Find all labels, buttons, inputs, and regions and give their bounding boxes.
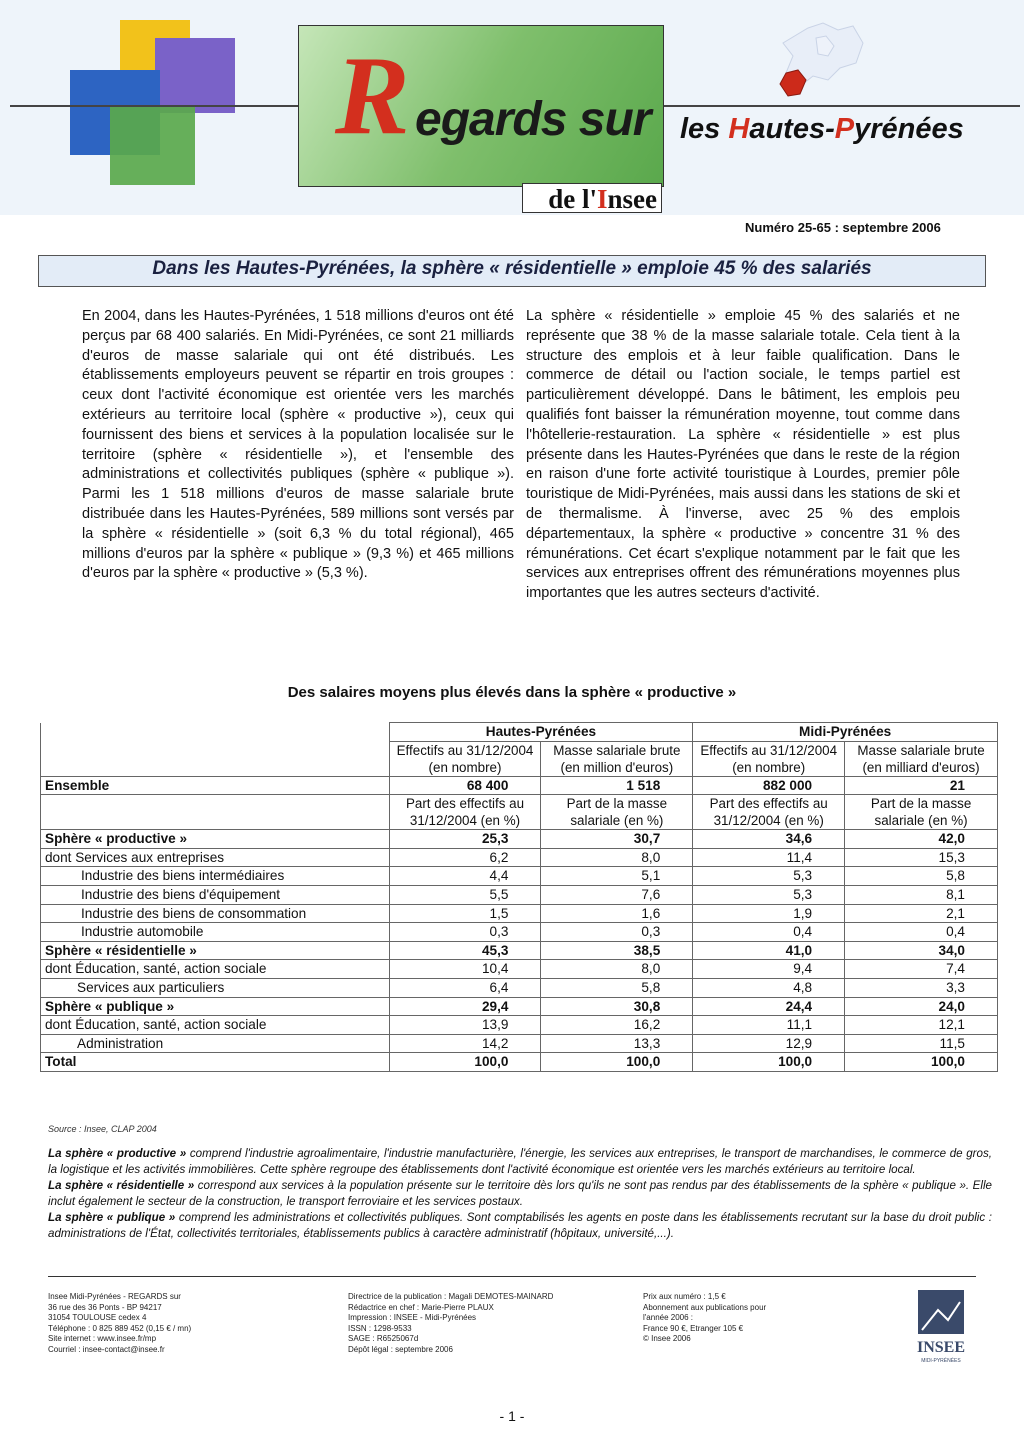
region-part: yrénées [854,113,964,145]
table-row [41,830,998,849]
table-subheader: Part de la masse salariale (en %) [845,795,998,830]
footer-line: Rédactrice en chef : Marie-Pierre PLAUX [348,1302,494,1312]
table-row-label: Industrie des biens intermédiaires [41,867,390,886]
footer-line: Abonnement aux publications pour [643,1302,767,1312]
page-number: - 1 - [499,1408,525,1424]
table-subheader-row [41,795,998,830]
table-cell: 7,6 [541,885,693,904]
table-cell: 6,4 [389,978,541,997]
table-row-label: Sphère « productive » [41,830,390,849]
table-row [41,923,998,942]
logo-square-violet [155,38,235,113]
table-row-label: dont Services aux entreprises [41,848,390,867]
table-row [41,1053,998,1072]
footer-line: Insee Midi-Pyrénées - REGARDS sur [48,1292,181,1301]
table-row [41,978,998,997]
table-cell: 41,0 [693,941,845,960]
definition-text: comprend les administrations et collectivités publiques. Sont comptabilisés les agents en poste dans les établissements recrutant sur la base du droit public : administrations de l'État, collectivités territoriales, établissements publics à caractère administratif (hôpitaux, université,...). [48,1211,992,1240]
insee-logo-icon [908,1288,974,1368]
region-part: autes- [749,113,835,145]
table-subheader: Part des effectifs au 31/12/2004 (en %) [693,795,845,830]
footer-publication [348,1292,628,1355]
table-cell: 21 [845,776,998,795]
table-cell: 24,4 [693,997,845,1016]
table-cell: 1,9 [693,904,845,923]
table-row-label: Industrie automobile [41,923,390,942]
table-title: Des salaires moyens plus élevés dans la sphère « productive » [287,684,737,701]
footer-line: Directrice de la publication : Magali DEMOTES-MAINARD [348,1292,554,1301]
table-row-label: Ensemble [41,776,390,795]
table-corner-cell [41,795,390,830]
table-cell: 34,0 [845,941,998,960]
table-cell: 34,6 [693,830,845,849]
table-cell: 68 400 [389,776,541,795]
table-cell: 0,4 [693,923,845,942]
table-cell: 9,4 [693,960,845,979]
footer-line: 31054 TOULOUSE cedex 4 [48,1313,147,1322]
table-row [41,1034,998,1053]
table-cell: 882 000 [693,776,845,795]
table-cell: 11,1 [693,1016,845,1035]
table-cell: 1,6 [541,904,693,923]
table-cell: 12,1 [845,1016,998,1035]
table-cell: 16,2 [541,1016,693,1035]
table-subheader-row [41,741,998,776]
table-cell: 15,3 [845,848,998,867]
table-cell: 3,3 [845,978,998,997]
table-cell: 6,2 [389,848,541,867]
table-cell: 8,1 [845,885,998,904]
table-cell: 100,0 [693,1053,845,1072]
table-row-label: Sphère « résidentielle » [41,941,390,960]
table-cell: 11,4 [693,848,845,867]
table-cell: 4,4 [389,867,541,886]
insee-logo-text: INSEE [916,1339,966,1356]
table-row-label: Industrie des biens d'équipement [41,885,390,904]
table-row-label: Administration [41,1034,390,1053]
table-cell: 0,3 [389,923,541,942]
table-corner-cell [41,741,390,776]
footer-line: 36 rue des 36 Ponts - BP 94217 [48,1302,162,1312]
table-cell: 5,8 [845,867,998,886]
publisher-initial: I [596,184,608,214]
title-text: egards sur [415,93,651,146]
table-row-ensemble [41,776,998,795]
table-row [41,885,998,904]
table-subheader: Masse salariale brute (en milliard d'euros) [845,741,998,776]
table-cell: 25,3 [389,830,541,849]
table-cell: 1 518 [541,776,693,795]
table-cell: 5,3 [693,867,845,886]
table-cell: 1,5 [389,904,541,923]
definition-text: comprend l'industrie agroalimentaire, l'industrie manufacturière, l'énergie, les services aux entreprises, le transport de marchandises, le commerce de gros, la logistique et les activités immobilières. Cette sphère regroupe des établissements dont l'activité économique est orientée vers les marchés extérieurs au territoire local. [48,1147,992,1176]
publisher-rest: nsee [607,184,657,214]
table-subheader: Effectifs au 31/12/2004 (en nombre) [389,741,541,776]
publisher-label [522,183,662,213]
publisher-prefix: de l' [548,184,597,214]
table-row-label: Services aux particuliers [41,978,390,997]
table-row-label: Total [41,1053,390,1072]
table-cell: 8,0 [541,960,693,979]
headline: Dans les Hautes-Pyrénées, la sphère « résidentielle » emploie 45 % des salariés [152,258,872,279]
footer-line: Courriel : insee-contact@insee.fr [48,1344,165,1354]
table-row [41,1016,998,1035]
region-part: les [680,113,729,145]
region-map-icon [768,18,868,103]
definition-item [48,1178,992,1210]
table-cell: 2,1 [845,904,998,923]
table-cell: 12,9 [693,1034,845,1053]
definition-item [48,1146,992,1178]
table-cell: 5,8 [541,978,693,997]
table-row-label: dont Éducation, santé, action sociale [41,960,390,979]
table-cell: 0,3 [541,923,693,942]
footer-line: l'année 2006 : [643,1313,694,1322]
footer-line: ISSN : 1298-9533 [348,1323,412,1333]
table-row [41,867,998,886]
table-cell: 100,0 [845,1053,998,1072]
table-row-label: Industrie des biens de consommation [41,904,390,923]
table-cell: 30,8 [541,997,693,1016]
footer-line: © Insee 2006 [643,1334,691,1343]
issue-number: Numéro 25-65 : septembre 2006 [745,220,941,235]
table-source: Source : Insee, CLAP 2004 [48,1124,157,1134]
table-cell: 38,5 [541,941,693,960]
footer-divider [48,1276,976,1277]
footer-address [48,1292,258,1355]
title-initial: R [335,34,410,158]
table-row-label: dont Éducation, santé, action sociale [41,1016,390,1035]
footer-line: Prix aux numéro : 1,5 € [643,1292,726,1301]
table-subheader: Part des effectifs au 31/12/2004 (en %) [389,795,541,830]
table-header-row [41,723,998,742]
footer-line: Impression : INSEE - Midi-Pyrénées [348,1313,477,1322]
table-cell: 10,4 [389,960,541,979]
table-cell: 0,4 [845,923,998,942]
table-subheader: Effectifs au 31/12/2004 (en nombre) [693,741,845,776]
table-cell: 100,0 [541,1053,693,1072]
footer-line: Dépôt légal : septembre 2006 [348,1344,453,1354]
definition-term: La sphère « résidentielle » [48,1179,195,1192]
table-row [41,960,998,979]
footer-line: Téléphone : 0 825 889 452 (0,15 € / mn) [48,1323,192,1333]
footer-pricing [643,1292,823,1345]
table-cell: 14,2 [389,1034,541,1053]
insee-logo-subtext: MIDI-PYRÉNÉES [921,1358,961,1364]
table-cell: 29,4 [389,997,541,1016]
table-cell: 13,3 [541,1034,693,1053]
table-row [41,904,998,923]
definition-term: La sphère « productive » [48,1147,187,1160]
table-cell: 11,5 [845,1034,998,1053]
region-initial: H [728,113,750,145]
table-row [41,997,998,1016]
footer-line: Site internet : www.insee.fr/mp [48,1334,157,1343]
table-cell: 45,3 [389,941,541,960]
definition-text: correspond aux services à la population présente sur le territoire dès lors qu'ils ne sont pas rendus par des établissements de la sphère « publique ». Elle inclut également le secteur de la construction, le transport ferroviaire et les services postaux. [48,1179,992,1208]
table-cell: 8,0 [541,848,693,867]
table-cell: 13,9 [389,1016,541,1035]
region-title [680,113,964,146]
definition-term: La sphère « publique » [48,1211,176,1224]
table-cell: 5,5 [389,885,541,904]
definition-item [48,1210,992,1242]
table-cell: 100,0 [389,1053,541,1072]
table-cell: 7,4 [845,960,998,979]
table-corner-cell [41,723,390,742]
table-cell: 5,1 [541,867,693,886]
table-cell: 5,3 [693,885,845,904]
table-subheader: Masse salariale brute (en million d'euros) [541,741,693,776]
body-column-1: En 2004, dans les Hautes-Pyrénées, 1 518 millions d'euros ont été perçus par 68 400 salariés. En Midi-Pyrénées, ce sont 21 milliards d'euros de masse salariale qui ont été distribués. Les établissements employeurs peuvent se répartir en trois groupes : ceux dont l'activité économique est orientée vers les marchés extérieurs au territoire local (sphère « productive »), ceux qui fournissent des biens et services à la population localisée sur le territoire (sphère « résidentielle »), et l'ensemble des administrations et collectivités publiques (sphère « publique »). Parmi les 1 518 millions d'euros de masse salariale brute distribuée dans les Hautes-Pyrénées, 589 millions sont versés par la sphère « résidentielle » (soit 6,3 % du total régional), 465 millions d'euros par la sphère « publique » (9,3 %) et 465 millions d'euros par la sphère « productive » (5,3 %). [82,308,514,582]
table-cell: 24,0 [845,997,998,1016]
data-table [40,722,998,1072]
region-initial: P [834,113,855,145]
table-cell: 30,7 [541,830,693,849]
table-row-label: Sphère « publique » [41,997,390,1016]
table-group-header: Hautes-Pyrénées [389,723,693,742]
footer-line: France 90 €, Etranger 105 € [643,1323,744,1333]
table-row [41,848,998,867]
logo-square-green [110,105,195,185]
table-row [41,941,998,960]
table-cell: 4,8 [693,978,845,997]
table-cell: 42,0 [845,830,998,849]
body-column-2: La sphère « résidentielle » emploie 45 % des salariés et ne représente que 38 % de la masse salariale totale. Cela tient à la structure des emplois et à leur faible qualification. Dans le commerce de détail ou l'action sociale, le temps partiel est particulièrement développé. Dans le bâtiment, les emplois peu qualifiés font baisser la rémunération moyenne, tout comme dans l'hôtellerie-restauration. La sphère « résidentielle » est plus présente dans les Hautes-Pyrénées que dans le reste de la région en raison d'une forte activité touristique à Lourdes, premier pôle touristique de Midi-Pyrénées, mais aussi dans les stations de ski et de thermalisme. À l'inverse, avec 25 % des emplois départementaux, la sphère « productive » concentre 31 % des rémunérations. Cet écart s'explique notamment par le fait que les services aux entreprises offrent des rémunérations moyennes plus importantes que les autres secteurs d'activité. [526,308,960,602]
table-group-header: Midi-Pyrénées [693,723,998,742]
footer-line: SAGE : R6525067d [348,1334,419,1343]
definitions [48,1146,992,1242]
table-subheader: Part de la masse salariale (en %) [541,795,693,830]
